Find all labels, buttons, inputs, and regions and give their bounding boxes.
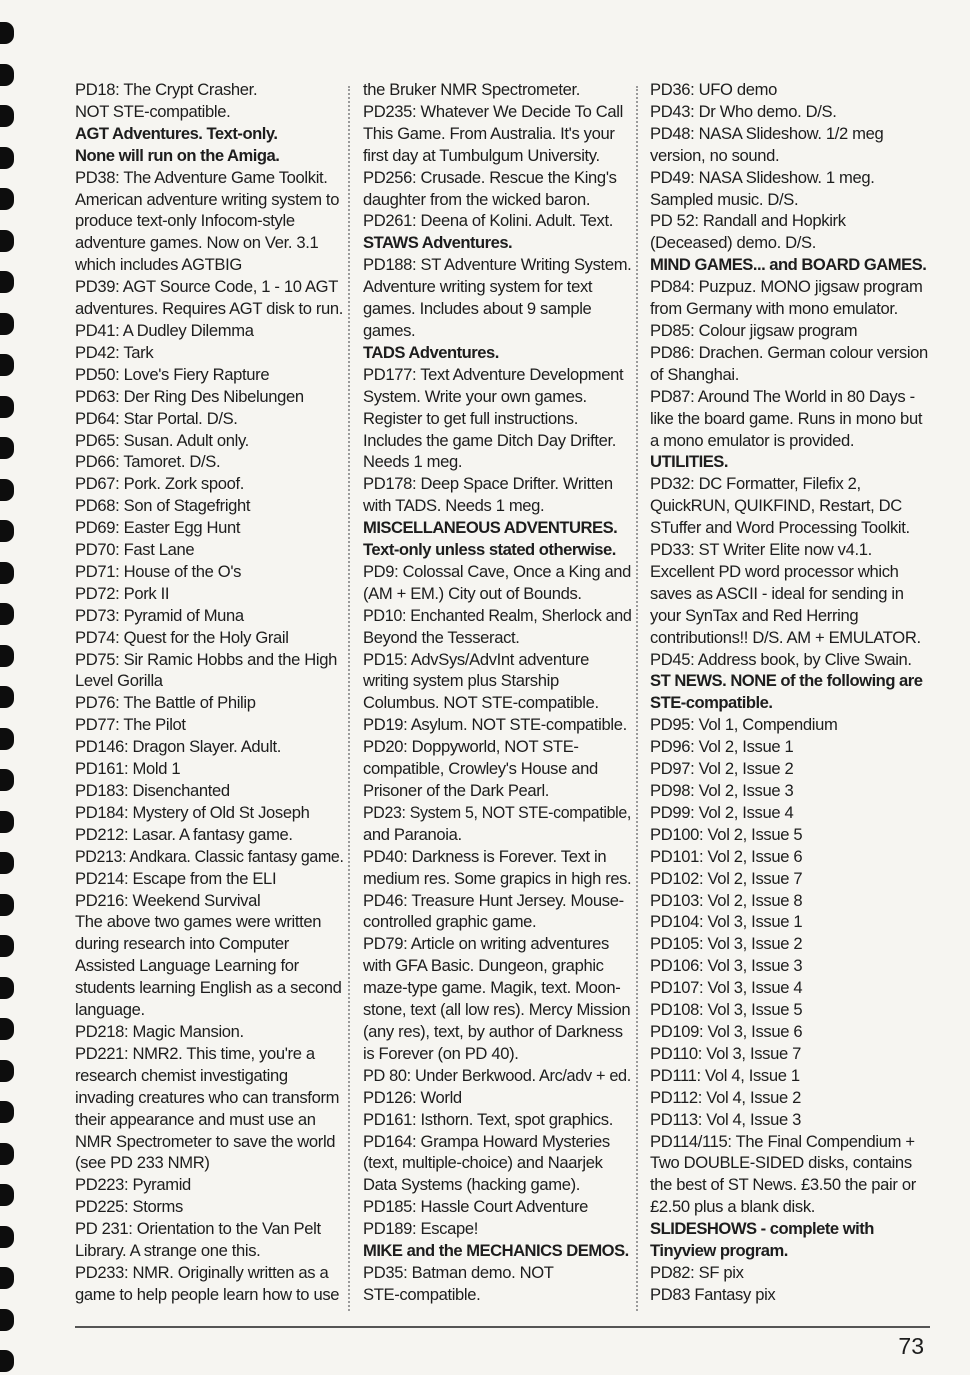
text-line: PD15: AdvSys/AdvInt adventure — [363, 649, 589, 669]
text-line: Assisted Language Learning for — [75, 956, 299, 976]
text-line: PD66: Tamoret. D/S. — [75, 452, 221, 472]
text-line: PD71: House of the O's — [75, 561, 242, 581]
column-divider-1 — [348, 86, 350, 1311]
text-line: like the board game. Runs in mono but — [650, 408, 923, 428]
text-line: PD83 Fantasy pix — [650, 1284, 776, 1304]
text-line: PD82: SF pix — [650, 1262, 744, 1282]
text-line: PD225: Storms — [75, 1197, 183, 1217]
text-line: PD104: Vol 3, Issue 1 — [650, 912, 803, 932]
binding-hole — [0, 728, 14, 750]
text-line: Adventure writing system for text — [363, 277, 593, 297]
text-line: PD177: Text Adventure Development — [363, 364, 624, 384]
text-line: writing system plus Starship — [363, 671, 559, 691]
text-line: PD75: Sir Ramic Hobbs and the High — [75, 649, 338, 669]
text-line: PD97: Vol 2, Issue 2 — [650, 759, 794, 779]
text-line: PD84: Puzpuz. MONO jigsaw program — [650, 277, 923, 297]
page-number: 73 — [898, 1333, 924, 1359]
section-heading: ST NEWS. NONE of the following are — [650, 671, 923, 691]
text-line: Columbus. NOT STE-compatible. — [363, 693, 599, 713]
text-line: PD256: Crusade. Rescue the King's — [363, 167, 617, 187]
text-line: produce text-only Infocom-style — [75, 211, 295, 231]
binding-hole — [0, 147, 14, 169]
section-heading: MIND GAMES... and BOARD GAMES. — [650, 255, 927, 275]
text-line: PD185: Hassle Court Adventure — [363, 1197, 589, 1217]
binding-hole — [0, 1226, 14, 1248]
section-heading: MISCELLANEOUS ADVENTURES. — [363, 518, 618, 538]
binding-hole — [0, 271, 14, 293]
binding-hole — [0, 1309, 14, 1331]
text-line: PD146: Dragon Slayer. Adult. — [75, 737, 282, 757]
text-line: invading creatures who can transform — [75, 1087, 340, 1107]
text-line: PD233: NMR. Originally written as a — [75, 1262, 329, 1282]
section-heading: TADS Adventures. — [363, 342, 499, 362]
text-line: Register to get full instructions. — [363, 408, 578, 428]
text-line: PD106: Vol 3, Issue 3 — [650, 956, 803, 976]
text-line: PD65: Susan. Adult only. — [75, 430, 249, 450]
text-line: PD72: Pork II — [75, 583, 170, 603]
text-line: PD86: Drachen. German colour version — [650, 342, 928, 362]
text-line: of Shanghai. — [650, 364, 739, 384]
text-line: PD64: Star Portal. D/S. — [75, 408, 238, 428]
binding-hole — [0, 852, 14, 874]
section-heading: AGT Adventures. Text-only. — [75, 123, 278, 143]
text-line: PD 231: Orientation to the Van Pelt — [75, 1219, 321, 1239]
text-line: game to help people learn how to use — [75, 1284, 340, 1304]
text-line: PD223: Pyramid — [75, 1175, 191, 1195]
text-line: PD85: Colour jigsaw program — [650, 320, 858, 340]
text-line: language. — [75, 1000, 145, 1020]
text-line: with TADS. Needs 1 meg. — [363, 496, 545, 516]
text-line: PD 80: Under Berkwood. Arc/adv + ed. — [363, 1065, 631, 1085]
binding-hole — [0, 562, 14, 584]
text-line: PD214: Escape from the ELI — [75, 868, 277, 888]
text-line: STuffer and Word Processing Toolkit. — [650, 518, 910, 538]
text-line: PD42: Tark — [75, 342, 154, 362]
binding-hole — [0, 1018, 14, 1040]
binding-hole — [0, 894, 14, 916]
binding-hole — [0, 603, 14, 625]
text-line: students learning English as a second — [75, 978, 342, 998]
spiral-binding — [0, 0, 30, 1375]
binding-hole — [0, 811, 14, 833]
text-line: which includes AGTBIG — [75, 255, 242, 275]
text-line: PD41: A Dudley Dilemma — [75, 320, 254, 340]
text-line: PD32: DC Formatter, Filefix 2, — [650, 474, 861, 494]
text-line: maze-type game. Magik, text. Moon- — [363, 978, 621, 998]
text-line: PD9: Colossal Cave, Once a King and — [363, 561, 632, 581]
text-line: PD189: Escape! — [363, 1219, 479, 1239]
text-line: STE-compatible. — [363, 1284, 481, 1304]
text-line: and Paranoia. — [363, 824, 462, 844]
section-heading: STAWS Adventures. — [363, 233, 513, 253]
text-line: PD98: Vol 2, Issue 3 — [650, 781, 794, 800]
text-line: PD63: Der Ring Des Nibelungen — [75, 386, 304, 406]
text-line: a mono emulator is provided. — [650, 430, 855, 450]
column-1 — [75, 79, 343, 1306]
text-line: PD221: NMR2. This time, you're a — [75, 1043, 315, 1063]
text-line: PD46: Treasure Hunt Jersey. Mouse- — [363, 890, 624, 910]
text-line: PD18: The Crypt Crasher. — [75, 80, 258, 99]
text-line: PD50: Love's Fiery Rapture — [75, 364, 270, 384]
text-line: games. Includes about 9 sample — [363, 299, 592, 319]
text-line: (see PD 233 NMR) — [75, 1153, 210, 1173]
text-line: Excellent PD word processor which — [650, 561, 899, 581]
text-line: compatible, Crowley's House and — [363, 759, 598, 779]
text-line: This Game. From Australia. It's your — [363, 123, 615, 143]
text-line: PD107: Vol 3, Issue 4 — [650, 978, 803, 998]
text-line: during research into Computer — [75, 934, 289, 954]
text-line: PD103: Vol 2, Issue 8 — [650, 890, 803, 910]
binding-hole — [0, 1101, 14, 1123]
text-line: PD110: Vol 3, Issue 7 — [650, 1043, 802, 1063]
text-line: PD49: NASA Slideshow. 1 meg. — [650, 167, 875, 187]
text-line: Needs 1 meg. — [363, 452, 463, 472]
text-line: £2.50 plus a blank disk. — [650, 1197, 816, 1217]
text-line: PD79: Article on writing adventures — [363, 934, 610, 954]
binding-hole — [0, 769, 14, 791]
binding-hole — [0, 645, 14, 667]
text-line: PD99: Vol 2, Issue 4 — [650, 802, 794, 822]
binding-hole — [0, 520, 14, 542]
text-line: PD95: Vol 1, Compendium — [650, 715, 838, 735]
binding-hole — [0, 64, 14, 86]
binding-hole — [0, 105, 14, 127]
text-line: their appearance and must use an — [75, 1109, 316, 1129]
text-line: PD19: Asylum. NOT STE-compatible. — [363, 715, 627, 735]
text-line: PD74: Quest for the Holy Grail — [75, 627, 289, 647]
text-line: PD33: ST Writer Elite now v4.1. — [650, 540, 872, 560]
text-line: PD38: The Adventure Game Toolkit. — [75, 167, 328, 187]
text-line: PD216: Weekend Survival — [75, 890, 261, 910]
text-line: PD102: Vol 2, Issue 7 — [650, 868, 803, 888]
text-line: PD112: Vol 4, Issue 2 — [650, 1087, 802, 1107]
text-line: PD218: Magic Mansion. — [75, 1021, 244, 1041]
text-line: controlled graphic game. — [363, 912, 537, 932]
column-2 — [363, 79, 631, 1306]
text-line: NOT STE-compatible. — [75, 101, 231, 121]
text-line: daughter from the wicked baron. — [363, 189, 591, 209]
column-3 — [650, 79, 930, 1306]
text-line: PD87: Around The World in 80 Days - — [650, 386, 915, 406]
text-line: PD164: Grampa Howard Mysteries — [363, 1131, 610, 1151]
text-line: PD261: Deena of Kolini. Adult. Text. — [363, 211, 613, 231]
binding-hole — [0, 396, 14, 418]
binding-hole — [0, 1184, 14, 1206]
section-heading: Tinyview program. — [650, 1241, 788, 1261]
binding-hole — [0, 1350, 14, 1372]
text-line: the Bruker NMR Spectrometer. — [363, 80, 581, 99]
text-line: System. Write your own games. — [363, 386, 587, 406]
text-line: stone, text (all low res). Mercy Mission — [363, 1000, 631, 1020]
text-line: PD43: Dr Who demo. D/S. — [650, 101, 837, 121]
text-line: PD105: Vol 3, Issue 2 — [650, 934, 803, 954]
text-line: PD23: System 5, NOT STE-compatible, — [363, 802, 631, 822]
text-line: PD48: NASA Slideshow. 1/2 meg — [650, 123, 884, 143]
binding-hole — [0, 1060, 14, 1082]
text-line: PD188: ST Adventure Writing System. — [363, 255, 632, 275]
text-line: QuickRUN, QUIKFIND, Restart, DC — [650, 496, 902, 516]
text-line: saves as ASCII - ideal for sending in — [650, 583, 904, 603]
text-line: is Forever (on PD 40). — [363, 1043, 519, 1063]
text-line: PD111: Vol 4, Issue 1 — [650, 1065, 800, 1085]
text-line: PD109: Vol 3, Issue 6 — [650, 1021, 803, 1041]
text-line: first day at Tumbulgum University. — [363, 145, 600, 165]
text-line: PD235: Whatever We Decide To Call — [363, 101, 623, 121]
bottom-rule — [75, 1326, 930, 1328]
text-line: Library. A strange one this. — [75, 1241, 261, 1261]
text-line: PD40: Darkness is Forever. Text in — [363, 846, 607, 866]
binding-hole — [0, 1267, 14, 1289]
section-heading: Text-only unless stated otherwise. — [363, 540, 616, 560]
binding-hole — [0, 686, 14, 708]
text-line: PD178: Deep Space Drifter. Written — [363, 474, 613, 494]
section-heading: None will run on the Amiga. — [75, 145, 280, 165]
section-heading: UTILITIES. — [650, 452, 728, 472]
binding-hole — [0, 313, 14, 335]
text-line: PD161: Isthorn. Text, spot graphics. — [363, 1109, 613, 1129]
text-line: PD 52: Randall and Hopkirk — [650, 211, 846, 231]
text-line: PD69: Easter Egg Hunt — [75, 518, 241, 538]
text-line: PD96: Vol 2, Issue 1 — [650, 737, 794, 757]
binding-hole — [0, 188, 14, 210]
text-line: Includes the game Ditch Day Drifter. — [363, 430, 617, 450]
text-line: PD76: The Battle of Philip — [75, 693, 256, 713]
text-line: PD39: AGT Source Code, 1 - 10 AGT — [75, 277, 338, 297]
text-line: (any res), text, by author of Darkness — [363, 1021, 623, 1041]
binding-hole — [0, 354, 14, 376]
section-heading: STE-compatible. — [650, 693, 773, 713]
text-line: PD184: Mystery of Old St Joseph — [75, 802, 310, 822]
text-line: Level Gorilla — [75, 671, 163, 691]
text-line: contributions!! D/S. AM + EMULATOR. — [650, 627, 921, 647]
text-line: PD68: Son of Stagefright — [75, 496, 251, 516]
text-line: your SynTax and Red Herring — [650, 605, 859, 625]
text-line: PD10: Enchanted Realm, Sherlock and — [363, 605, 632, 625]
text-line: research chemist investigating — [75, 1065, 288, 1085]
binding-hole — [0, 935, 14, 957]
binding-hole — [0, 230, 14, 252]
text-line: PD36: UFO demo — [650, 80, 777, 99]
binding-hole — [0, 22, 14, 44]
text-line: PD67: Pork. Zork spoof. — [75, 474, 245, 494]
text-line: (text, multiple-choice) and Naarjek — [363, 1153, 603, 1173]
text-line: version, no sound. — [650, 145, 780, 165]
column-divider-2 — [636, 86, 638, 1311]
text-line: PD45: Address book, by Clive Swain. — [650, 649, 912, 669]
text-line: PD161: Mold 1 — [75, 759, 181, 779]
text-line: (Deceased) demo. D/S. — [650, 233, 817, 253]
text-line: PD101: Vol 2, Issue 6 — [650, 846, 803, 866]
text-line: adventure games. Now on Ver. 3.1 — [75, 233, 319, 253]
text-line: PD213: Andkara. Classic fantasy game. — [75, 846, 344, 866]
text-line: from Germany with mono emulator. — [650, 299, 898, 319]
text-line: NMR Spectrometer to save the world — [75, 1131, 336, 1151]
text-line: PD114/115: The Final Compendium + — [650, 1131, 915, 1151]
text-line: with GFA Basic. Dungeon, graphic — [363, 956, 604, 976]
text-line: PD35: Batman demo. NOT — [363, 1262, 554, 1282]
binding-hole — [0, 479, 14, 501]
text-line: Two DOUBLE-SIDED disks, contains — [650, 1153, 912, 1173]
text-line: PD77: The Pilot — [75, 715, 186, 735]
text-line: PD20: Doppyworld, NOT STE- — [363, 737, 579, 757]
text-line: PD100: Vol 2, Issue 5 — [650, 824, 803, 844]
text-line: Sampled music. D/S. — [650, 189, 799, 209]
text-line: medium res. Some grapics in high res. — [363, 868, 632, 888]
text-line: Beyond the Tesseract. — [363, 627, 520, 647]
binding-hole — [0, 977, 14, 999]
text-line: adventures. Requires AGT disk to run. — [75, 299, 344, 319]
text-line: The above two games were written — [75, 912, 322, 932]
binding-hole — [0, 437, 14, 459]
text-line: American adventure writing system to — [75, 189, 340, 209]
text-line: PD70: Fast Lane — [75, 540, 195, 560]
section-heading: SLIDESHOWS - complete with — [650, 1219, 874, 1239]
text-line: Data Systems (hacking game). — [363, 1175, 581, 1195]
text-line: Prisoner of the Dark Pearl. — [363, 781, 550, 800]
text-line: PD212: Lasar. A fantasy game. — [75, 824, 293, 844]
text-line: PD73: Pyramid of Muna — [75, 605, 244, 625]
text-line: PD126: World — [363, 1087, 462, 1107]
section-heading: MIKE and the MECHANICS DEMOS. — [363, 1241, 629, 1261]
text-line: the best of ST News. £3.50 the pair or — [650, 1175, 916, 1195]
text-line: PD183: Disenchanted — [75, 781, 230, 800]
text-line: PD108: Vol 3, Issue 5 — [650, 1000, 803, 1020]
binding-hole — [0, 1143, 14, 1165]
text-line: games. — [363, 320, 416, 340]
text-line: (AM + EM.) City out of Bounds. — [363, 583, 582, 603]
text-line: PD113: Vol 4, Issue 3 — [650, 1109, 802, 1129]
